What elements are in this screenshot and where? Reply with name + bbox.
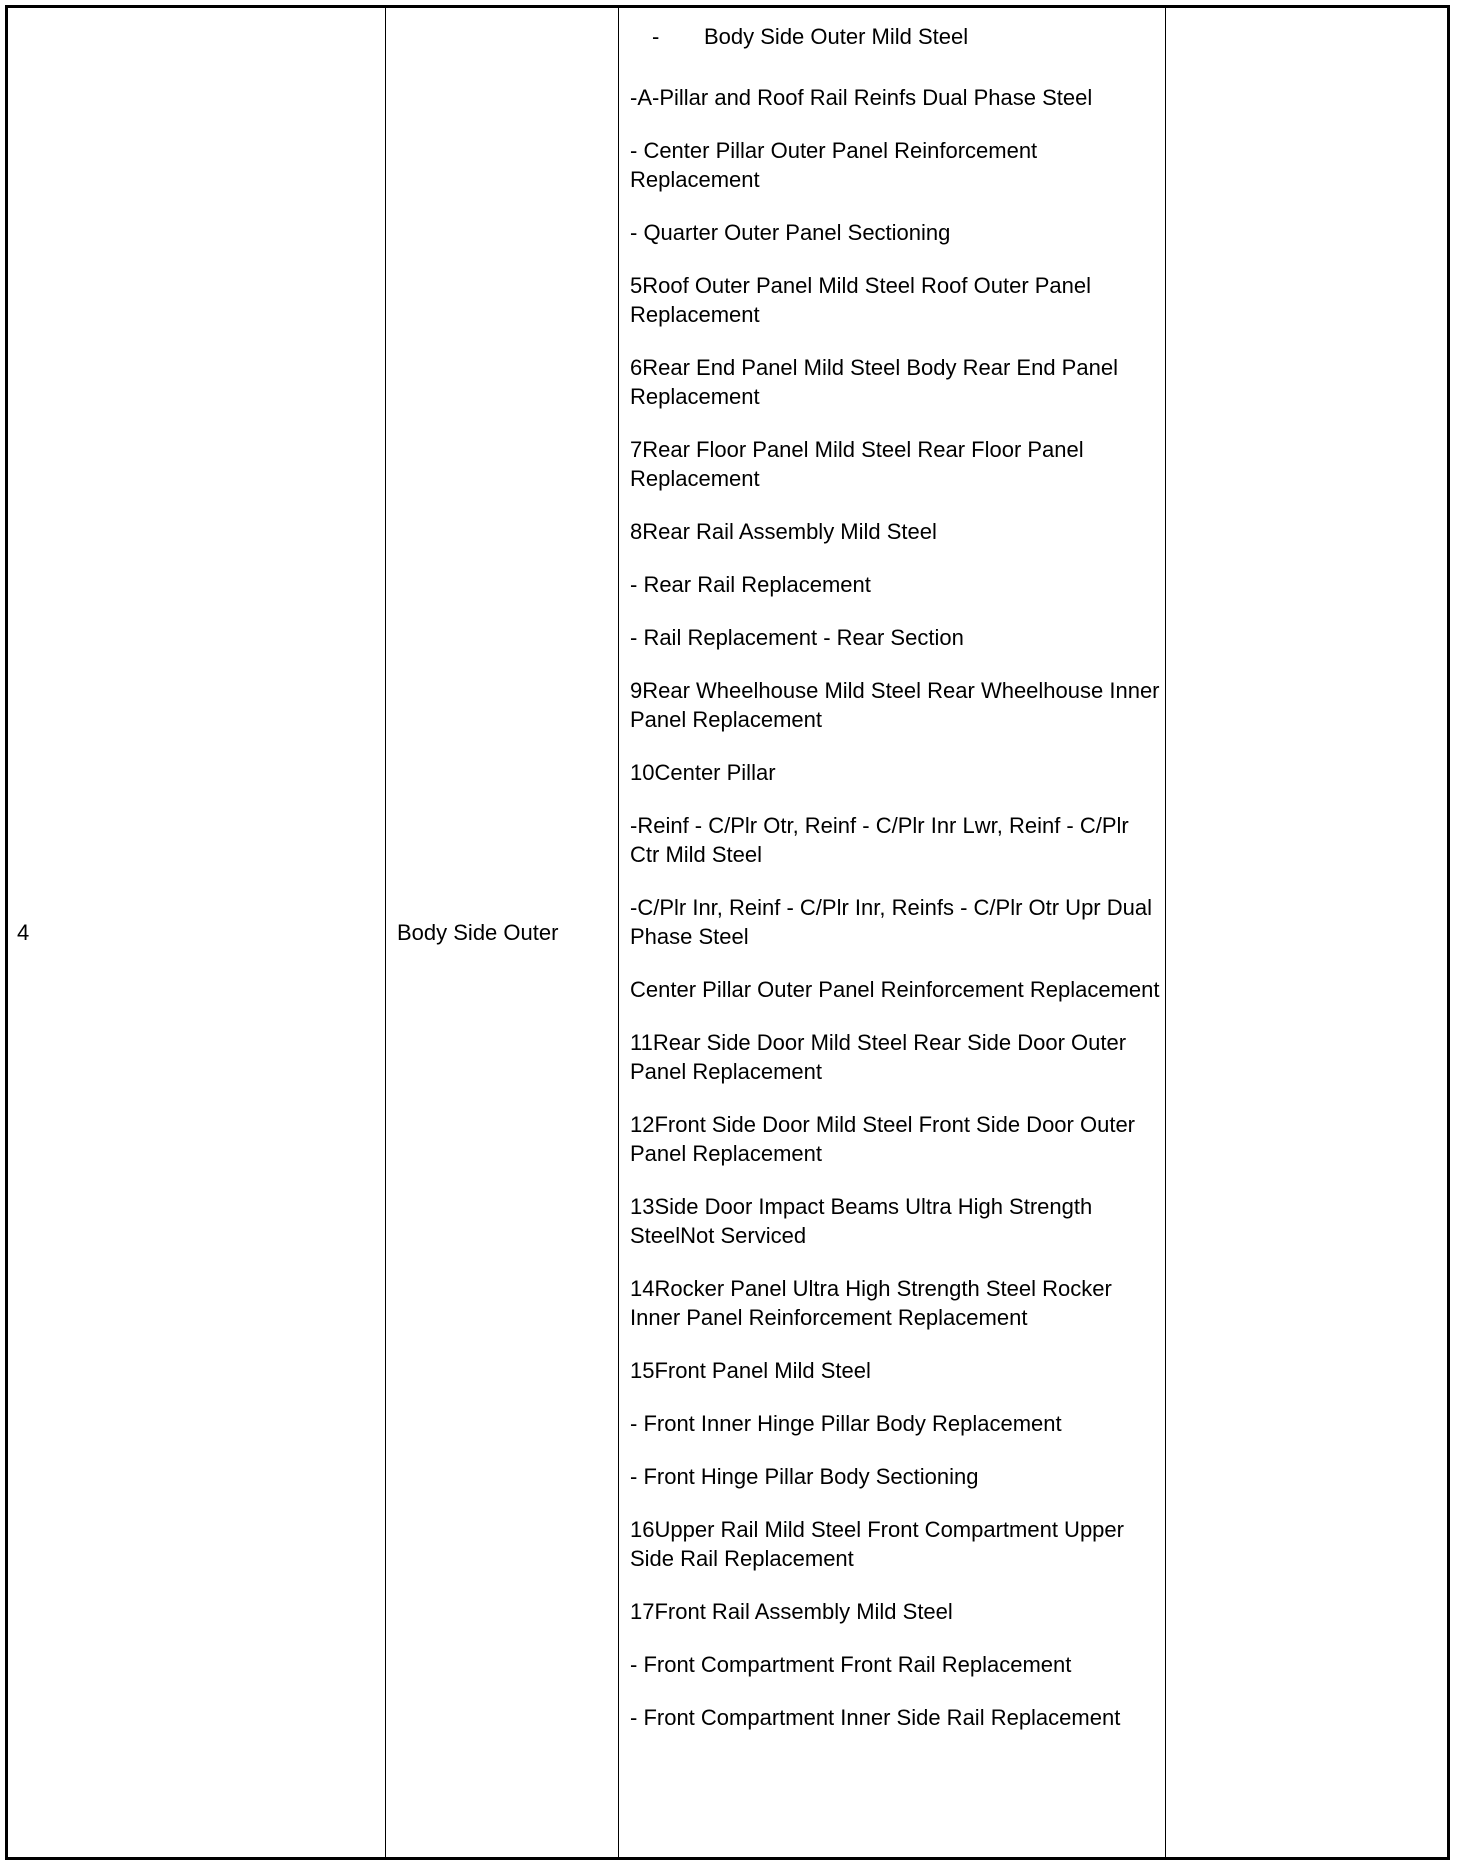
item-number: 4	[17, 919, 30, 945]
detail-line: - Rail Replacement - Rear Section	[630, 625, 964, 650]
detail-line: 15Front Panel Mild Steel	[630, 1358, 871, 1383]
detail-line: - Rear Rail Replacement	[630, 572, 871, 597]
detail-line: - Front Compartment Inner Side Rail Replacement	[630, 1705, 1121, 1730]
cell-notes	[1173, 8, 1443, 1857]
detail-line: 12Front Side Door Mild Steel Front Side Door Outer Panel Replacement	[630, 1112, 1136, 1166]
detail-line: - Front Compartment Front Rail Replacement	[630, 1652, 1072, 1677]
detail-line	[630, 22, 1160, 51]
detail-line: 8Rear Rail Assembly Mild Steel	[630, 519, 937, 544]
detail-line: -Reinf - C/Plr Otr, Reinf - C/Plr Inr Lwr, Reinf - C/Plr Ctr Mild Steel	[630, 813, 1129, 867]
column-divider	[618, 8, 619, 1857]
detail-line: 10Center Pillar	[630, 760, 776, 785]
detail-line: 14Rocker Panel Ultra High Strength Steel Rocker Inner Panel Reinforcement Replacement	[630, 1276, 1112, 1330]
detail-line: -C/Plr Inr, Reinf - C/Plr Inr, Reinfs - C/Plr Otr Upr Dual Phase Steel	[630, 895, 1152, 949]
detail-dash: -	[652, 24, 660, 49]
detail-line: 6Rear End Panel Mild Steel Body Rear End Panel Replacement	[630, 355, 1118, 409]
cell-details	[630, 22, 1160, 1732]
detail-line: 11Rear Side Door Mild Steel Rear Side Door Outer Panel Replacement	[630, 1030, 1127, 1084]
component-name: Body Side Outer	[397, 919, 559, 945]
detail-line: 7Rear Floor Panel Mild Steel Rear Floor Panel Replacement	[630, 437, 1084, 491]
detail-line: - Front Hinge Pillar Body Sectioning	[630, 1464, 979, 1489]
column-divider	[1165, 8, 1166, 1857]
detail-text: Body Side Outer Mild Steel	[704, 24, 969, 49]
detail-line: - Front Inner Hinge Pillar Body Replacement	[630, 1411, 1062, 1436]
detail-line: 16Upper Rail Mild Steel Front Compartment Upper Side Rail Replacement	[630, 1517, 1124, 1571]
detail-line: 13Side Door Impact Beams Ultra High Strength SteelNot Serviced	[630, 1194, 1093, 1248]
cell-component-name	[397, 8, 612, 1857]
table	[5, 5, 1450, 1860]
detail-line: Center Pillar Outer Panel Reinforcement Replacement	[630, 977, 1160, 1002]
cell-item-number	[17, 8, 377, 1857]
detail-line: - Quarter Outer Panel Sectioning	[630, 220, 951, 245]
detail-line: 5Roof Outer Panel Mild Steel Roof Outer Panel Replacement	[630, 273, 1092, 327]
detail-line: 17Front Rail Assembly Mild Steel	[630, 1599, 953, 1624]
detail-line: 9Rear Wheelhouse Mild Steel Rear Wheelhouse Inner Panel Replacement	[630, 678, 1160, 732]
column-divider	[385, 8, 386, 1857]
detail-line: - Center Pillar Outer Panel Reinforcement Replacement	[630, 138, 1038, 192]
detail-line: -A-Pillar and Roof Rail Reinfs Dual Phase Steel	[630, 85, 1093, 110]
